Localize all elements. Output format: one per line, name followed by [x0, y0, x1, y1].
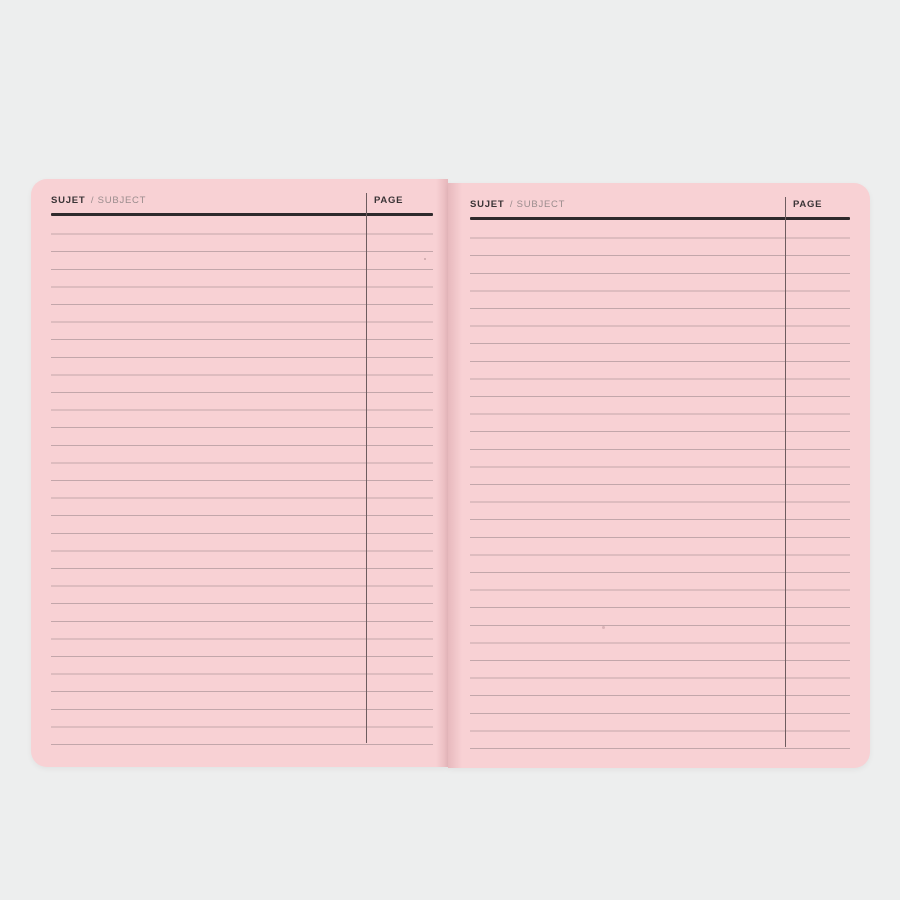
subject-header-secondary: / SUBJECT	[90, 195, 147, 206]
header-rule	[51, 213, 433, 216]
ruled-lines	[470, 221, 850, 749]
page-column-header: PAGE	[793, 199, 823, 210]
gutter-shadow	[448, 183, 462, 768]
notebook-page-right	[448, 183, 870, 768]
subject-header-secondary: / SUBJECT	[509, 199, 566, 210]
notebook-page-left	[31, 179, 448, 767]
subject-header	[51, 195, 146, 207]
ruled-lines	[51, 217, 433, 745]
page-column-divider	[366, 193, 367, 743]
subject-header	[470, 199, 565, 211]
subject-header-primary: SUJET	[470, 199, 505, 210]
gutter-shadow	[436, 179, 448, 767]
subject-header-primary: SUJET	[51, 195, 86, 206]
page-column-divider	[785, 197, 786, 747]
header-rule	[470, 217, 850, 220]
page-column-header: PAGE	[374, 195, 404, 206]
